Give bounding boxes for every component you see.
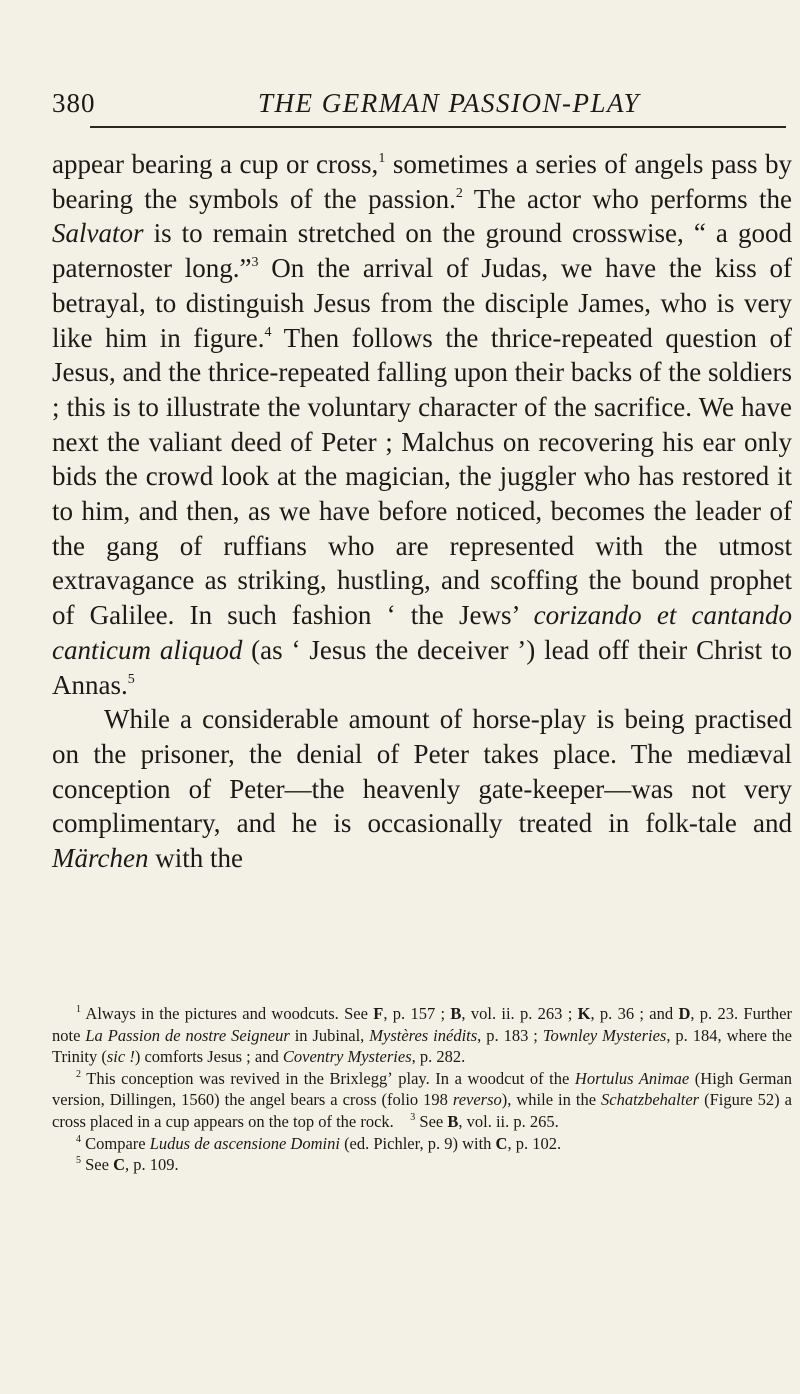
text-span: , p. 157 ; bbox=[383, 1004, 451, 1023]
footnotes bbox=[52, 1003, 792, 1176]
footnote-ref: 3 bbox=[251, 255, 259, 271]
italic-title: La Passion de nostre Seigneur bbox=[85, 1025, 290, 1045]
text-span: See bbox=[81, 1155, 114, 1175]
source-ref: B bbox=[450, 1004, 462, 1023]
footnote-ref: 4 bbox=[264, 324, 272, 340]
footnote-ref: 1 bbox=[378, 151, 386, 166]
text-span: See bbox=[415, 1111, 448, 1131]
italic-title: Hortulus Animae bbox=[574, 1068, 690, 1088]
italic-term: Märchen bbox=[52, 843, 149, 874]
italic-title: Mystères inédits bbox=[369, 1025, 478, 1045]
text-span: , p. 109. bbox=[125, 1155, 179, 1175]
source-ref: B bbox=[447, 1111, 459, 1131]
footnote-4 bbox=[52, 1133, 792, 1155]
text-span: , p. 36 ; and bbox=[590, 1004, 679, 1023]
italic-title: sic ! bbox=[106, 1047, 135, 1067]
footnote-number: 1 bbox=[76, 1004, 81, 1015]
text-span: ), while in the bbox=[501, 1090, 602, 1110]
footnote-5 bbox=[52, 1154, 792, 1176]
source-ref: K bbox=[577, 1004, 591, 1023]
text-span: Then follows the thrice-repeated question of Jesus, and the thrice-repeated falling upon their backs of the soldiers ; this is to illustrate the voluntary character of the sacrifice. We have next the valiant deed of Peter ; Malchus on recovering his ear only bids the crowd look at the magician, the juggler who has restored it to him, and then, as we have before noticed, becomes the leader of the gang of ruffians who are represented with the utmost extravagance as striking, hustling, and scoffing the bound prophet of Galilee. In such fashion ‘ the Jews’ bbox=[52, 322, 793, 631]
text-span: (Figure 52) a cross placed in a cup appears on the top of the rock. bbox=[52, 1090, 792, 1131]
text-span: Always in the pictures and woodcuts. See bbox=[81, 1004, 374, 1023]
footnote-number: 2 bbox=[76, 1068, 81, 1080]
footnote-1 bbox=[52, 1003, 792, 1068]
page-number: 380 bbox=[52, 88, 96, 118]
footnote-number: 5 bbox=[76, 1155, 81, 1167]
footnote-number: 4 bbox=[76, 1133, 81, 1145]
text-span: , vol. ii. p. 265. bbox=[458, 1111, 559, 1131]
text-span: ) comforts Jesus ; and bbox=[134, 1047, 283, 1067]
text-span: , p. 102. bbox=[507, 1133, 562, 1153]
text-span: (ed. Pichler, p. 9) with bbox=[339, 1133, 496, 1153]
text-span: , p. 184, where the Trinity ( bbox=[52, 1025, 793, 1067]
footnote-number: 3 bbox=[410, 1111, 416, 1123]
text-span: The actor who performs the bbox=[462, 183, 792, 214]
text-span: is to remain stretched on the ground crosswise, “ a good paternoster long.” bbox=[52, 218, 792, 284]
italic-term: corizando et cantando canticum aliquod bbox=[52, 600, 792, 665]
source-ref: C bbox=[113, 1155, 125, 1175]
text-span: On the arrival of Judas, we have the kiss of betrayal, to distinguish Jesus from the disciple James, who is very like him in figure. bbox=[52, 253, 793, 353]
source-ref: F bbox=[373, 1004, 384, 1023]
text-span: sometimes a series of angels pass by bearing the symbols of the passion. bbox=[52, 149, 792, 214]
header-rule bbox=[90, 126, 786, 128]
italic-title: reverso bbox=[452, 1090, 502, 1110]
text-span: While a considerable amount of horse-play is being practised on the prisoner, the denial of Peter takes place. The mediæval conception of Peter—the heavenly gate-keeper—was not very complimentary, and he is occasionally treated in folk-tale and bbox=[52, 704, 792, 839]
text-span: appear bearing a cup or cross, bbox=[52, 149, 379, 179]
text-span: Compare bbox=[81, 1133, 150, 1153]
text-span: (as ‘ Jesus the deceiver ’) lead off their Christ to Annas. bbox=[52, 634, 792, 700]
paragraph-1 bbox=[52, 147, 792, 702]
running-title: THE GERMAN PASSION-PLAY bbox=[258, 88, 641, 118]
text-span: This conception was revived in the Brixleggʼ play. In a woodcut of the bbox=[81, 1068, 575, 1088]
italic-title: Schatzbehalter bbox=[601, 1090, 700, 1110]
italic-term: Salvator bbox=[52, 218, 144, 249]
text-span: , p. 183 ; bbox=[477, 1025, 543, 1045]
paragraph-2 bbox=[52, 702, 792, 876]
text-span: , p. 23. Further note bbox=[52, 1004, 792, 1045]
footnote-ref: 2 bbox=[455, 185, 463, 201]
italic-title: Townley Mysteries bbox=[542, 1025, 667, 1045]
text-span: in Jubinal, bbox=[289, 1025, 370, 1045]
text-span: , p. 282. bbox=[411, 1047, 466, 1067]
footnote-ref: 5 bbox=[127, 671, 135, 687]
footnote-2 bbox=[52, 1068, 792, 1133]
text-span: with the bbox=[148, 843, 243, 874]
source-ref: C bbox=[495, 1133, 508, 1153]
text-span: (High German version, Dillingen, 1560) the angel bears a cross (folio 198 bbox=[52, 1068, 793, 1110]
source-ref: D bbox=[678, 1004, 691, 1023]
italic-title: Coventry Mysteries bbox=[282, 1047, 412, 1067]
italic-title: Ludus de ascensione Domini bbox=[149, 1133, 340, 1153]
main-text bbox=[52, 147, 792, 876]
text-span: , vol. ii. p. 263 ; bbox=[461, 1004, 578, 1023]
